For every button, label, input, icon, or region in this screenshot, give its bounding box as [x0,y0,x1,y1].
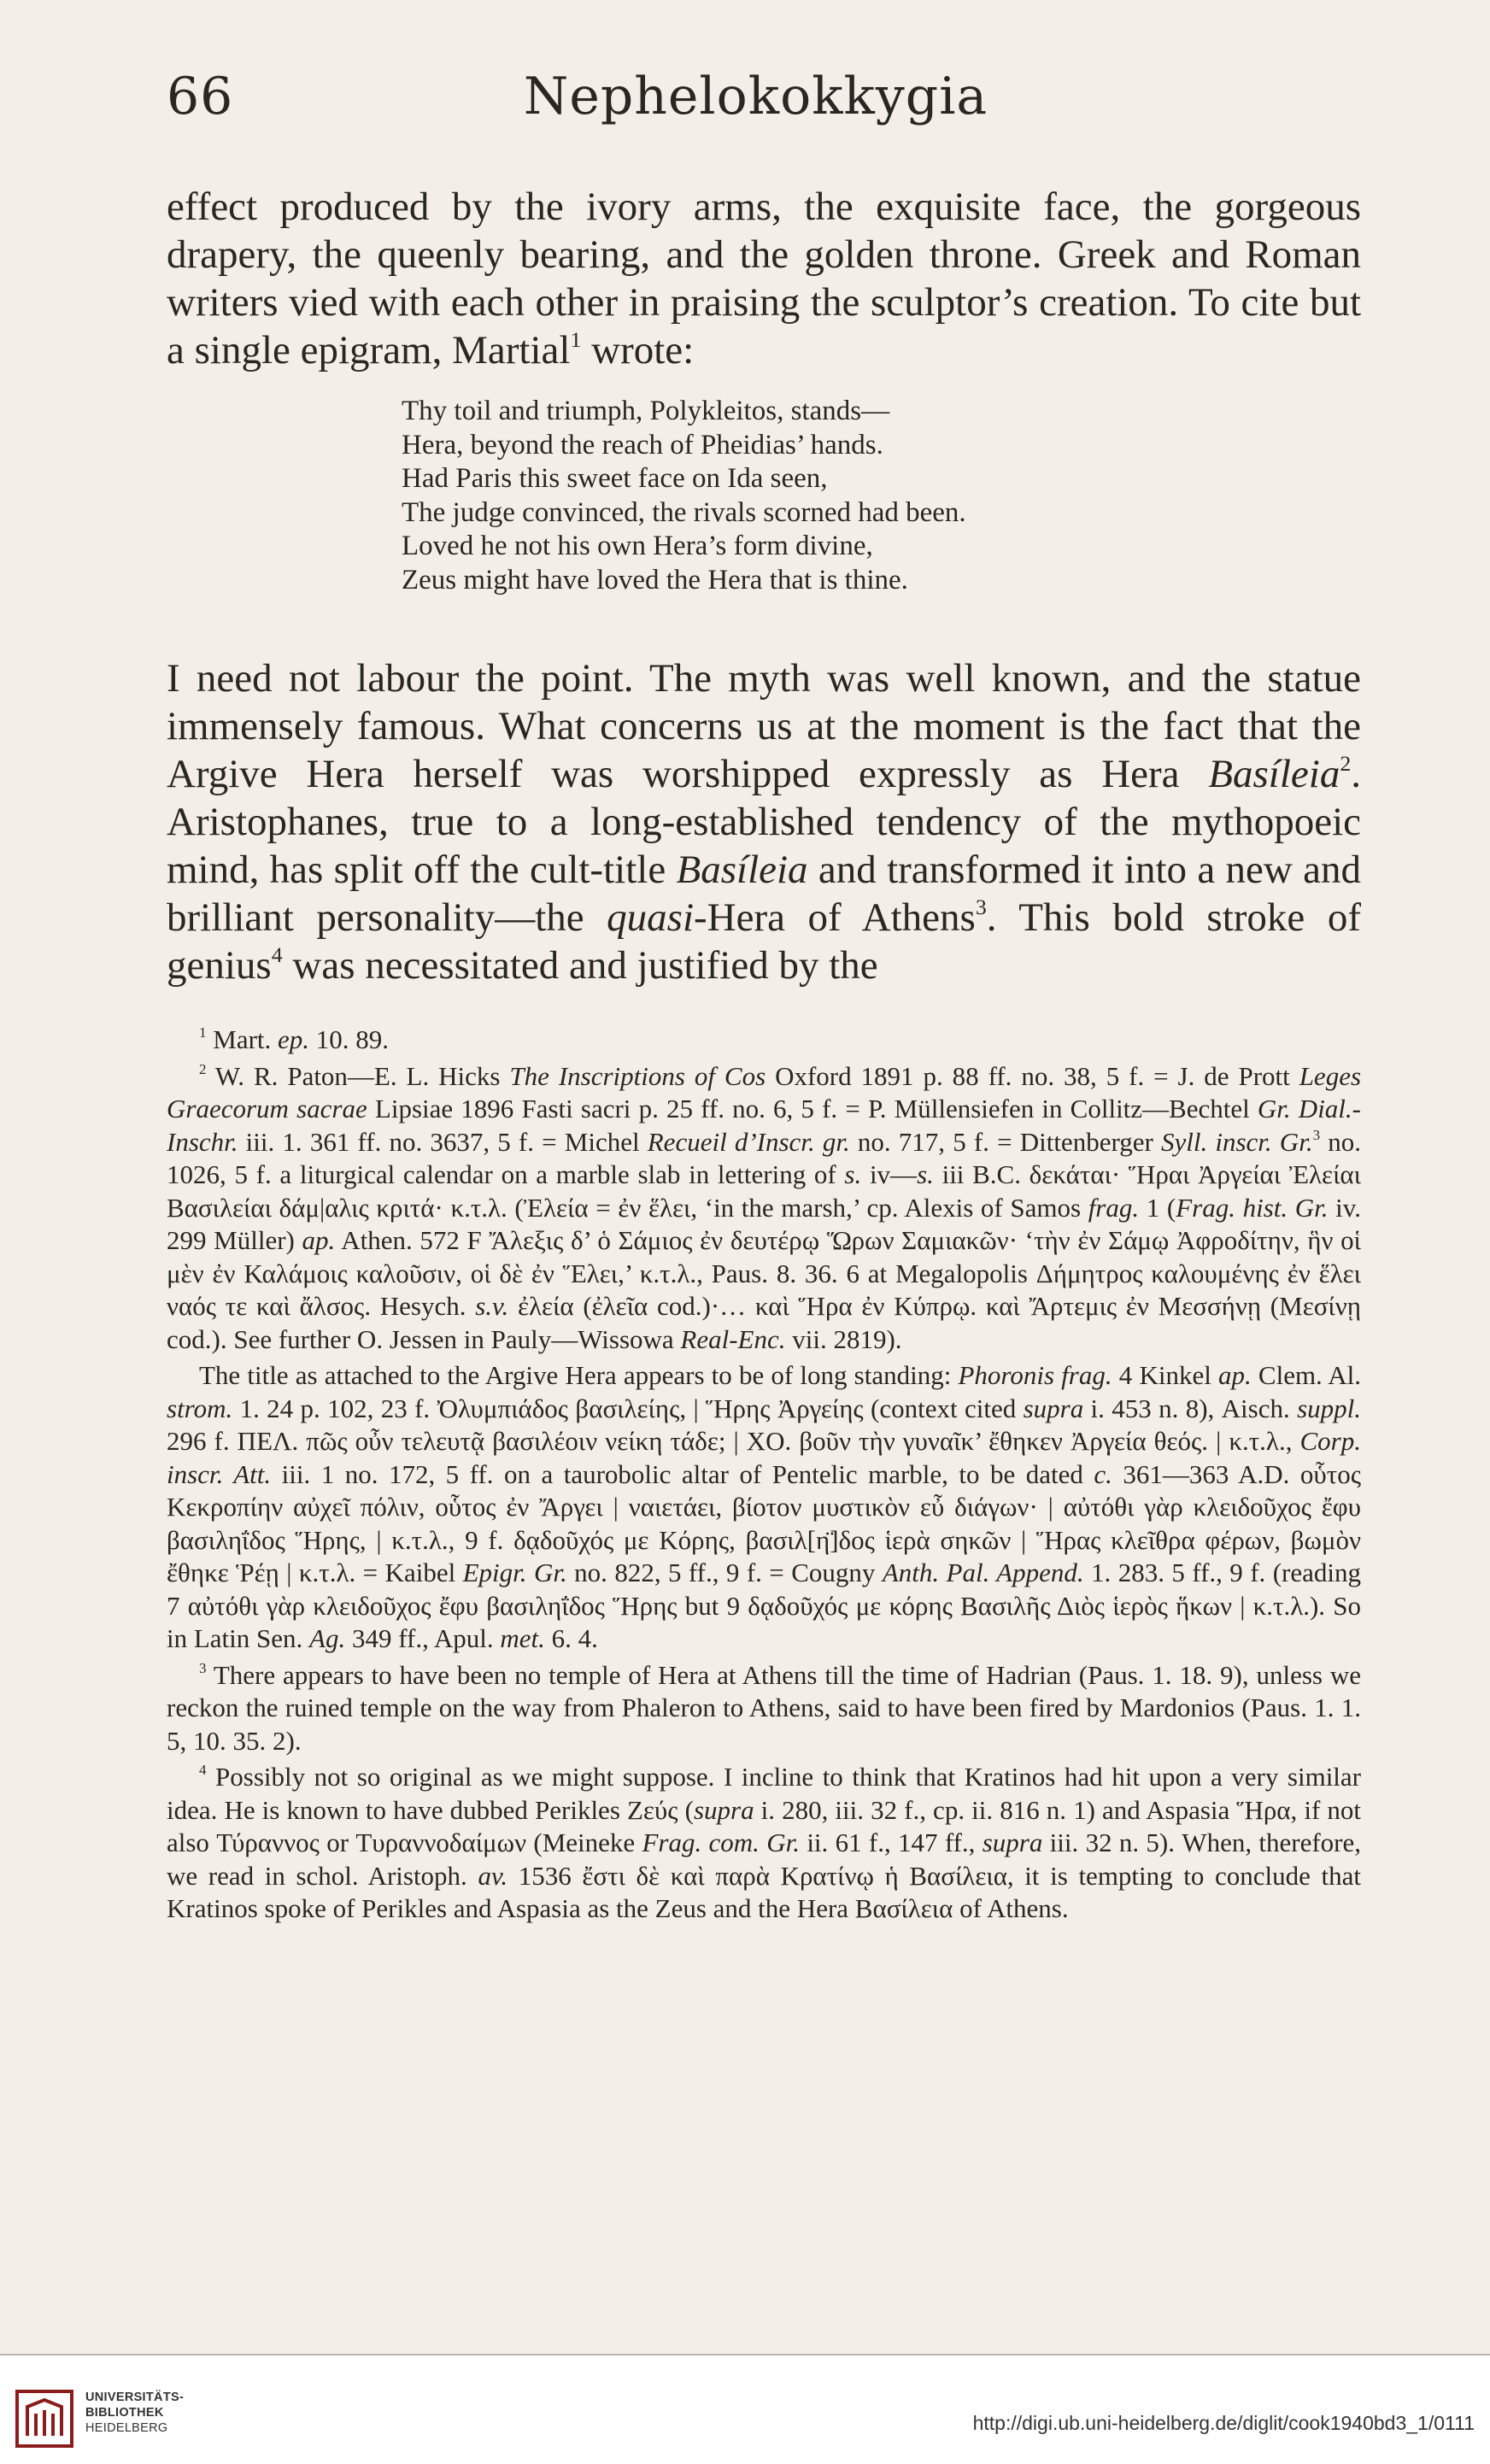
poem-line: Zeus might have loved the Hera that is thine. [402,564,908,595]
running-title: Nephelokokkygia [523,67,988,126]
page-number: 66 [167,67,234,126]
digitization-footer [0,2355,1490,2464]
footnotes [167,1024,1361,1929]
poem-line: Loved he not his own Hera’s form divine, [402,531,873,561]
university-library-logo-icon [15,2390,73,2448]
library-name: UNIVERSITÄTS- BIBLIOTHEK HEIDELBERG [85,2391,185,2435]
footnote-2-continued: The title as attached to the Argive Hera appears to be of long standing: Phoronis frag. 4 Kinkel ap. Clem. Al. strom. 1. 24 p. 102, 23 f. Ὀλυμπιάδος βασιλείης, | Ἥρης Ἀργείης (context cited supra i. 453 n. 8), Aisch. suppl. 296 f. ΠΕΛ. πῶς οὖν τελευτᾷ βασιλέοιν νείκη τάδε; | ΧΟ. βοῦν τὴν γυναῖκ’ ἔθηκεν Ἀργεία θεός. | κ.τ.λ., Corp. inscr. Att. iii. 1 no. 172, 5 ff. on a taurobolic altar of Pentelic marble, to be dated c. 361—363 A.D. οὗτος Κεκροπίην αὐχεῖ πόλιν, οὗτος ἐν Ἄργει | ναιετάει, βίοτον μυστικὸν εὖ διάγων· | αὐτόθι γὰρ κλειδοῦχος ἔφυ βασιληΐδος Ἥρης, | κ.τ.λ., 9 f. δᾳδοῦχός με Κόρης, βασιλ[η̈]δος ἱερὰ σηκῶν | Ἥρας κλεῖθρα φέρων, βωμὸν ἔθηκε Ῥέῃ | κ.τ.λ. = Kaibel Epigr. Gr. no. 822, 5 ff., 9 f. = Cougny Anth. Pal. Append. 1. 283. 5 ff., 9 f. (reading 7 αὐτόθι γὰρ κλειδοῦχος ἔφυ βασιληΐδος Ἥρης but 9 δᾳδοῦχός με κόρης Βασιλῆς Διὸς ἱερὸς ἥκων | κ.τ.λ.). So in Latin Sen. Ag. 349 ff., Apul. met. 6. 4. [167,1360,1362,1653]
poem-line: Hera, beyond the reach of Pheidias’ hands. [402,429,883,461]
paragraph-2: I need not labour the point. The myth was well known, and the statue immensely famous. What concerns us at the moment is the fact that the Argive Hera herself was worshipped expressly as Hera Basíleia$^2$. Aristophanes, true to a long-established tendency of the mythopoeic mind, has split off the cult-title Basíleia and transformed it into a new and brilliant personality—the quasi-Hera of Athens$^3$. This bold stroke of genius$^4$ was necessitated and justified by the [167,656,1362,988]
paragraph-1: effect produced by the ivory arms, the exquisite face, the gorgeous drapery, the queenly bearing, and the golden throne. Greek and Roman writers vied with each other in praising the sculptor’s creation. To cite but a single epigram, Martial$^1$ wrote: [167,185,1361,373]
poem-line: Had Paris this sweet face on Ida seen, [402,463,828,494]
running-head [167,67,1345,144]
footnote-3: $^3$ There appears to have been no temple of Hera at Athens till the time of Hadrian (Paus. 1. 18. 9), unless we reckon the ruined temple on the way from Phaleron to Athens, said to have been fired by Mardonios (Paus. 1. 1. 5, 10. 35. 2). [167,1659,1361,1756]
poem-line: Thy toil and triumph, Polykleitos, stands— [402,396,890,426]
footnote-2: $^2$ W. R. Paton—E. L. Hicks The Inscriptions of Cos Oxford 1891 p. 88 ff. no. 38, 5 f. = J. de Prott Leges Graecorum sacrae Lipsiae 1896 Fasti sacri p. 25 ff. no. 6, 5 f. = P. Müllensiefen in Collitz—Bechtel Gr. Dial.-Inschr. iii. 1. 361 ff. no. 3637, 5 f. = Michel Recueil d’Inscr. gr. no. 717, 5 f. = Dittenberger Syll. inscr. Gr.$^3$ no. 1026, 5 f. a liturgical calendar on a marble slab in lettering of s. iv—s. iii B.C. δεκάται· Ἥραι Ἀργείαι Ἐλείαι Βασιλείαι δάμ|αλις κριτά· κ.τ.λ. (Ἐλεία = ἐν ἕλει, ‘in the marsh,’ cp. Alexis of Samos frag. 1 (Frag. hist. Gr. iv. 299 Müller) ap. Athen. 572 F Ἄλεξις δ’ ὁ Σάμιος ἐν δευτέρῳ Ὥρων Σαμιακῶν· ‘τὴν ἐν Σάμῳ Ἀφροδίτην, ἣν οἱ μὲν ἐν Καλάμοις καλοῦσιν, οἱ δὲ ἐν Ἕλει,’ κ.τ.λ., Paus. 8. 36. 6 at Megalopolis Δήμητρος καλουμένης ἐν ἕλει ναός τε καὶ ἄλσος. Hesych. s.v. ἐλεία (ἐλεῖα cod.)·… καὶ Ἥρα ἐν Κύπρῳ. καὶ Ἄρτεμις ἐν Μεσσήνῃ (Μεσίνῃ cod.). See further O. Jessen in Pauly—Wissowa Real-Enc. vii. 2819). [167,1060,1362,1354]
poem-line: The judge convinced, the rivals scorned had been. [402,496,966,528]
footnote-4: $^4$ Possibly not so original as we might suppose. I incline to think that Kratinos had hit upon a very similar idea. He is known to have dubbed Perikles Ζεύς (supra i. 280, iii. 32 f., cp. ii. 816 n. 1) and Aspasia Ἥρα, if not also Τύραννος or Τυραννοδαίμων (Meineke Frag. com. Gr. ii. 61 f., 147 ff., supra iii. 32 n. 5). When, therefore, we read in schol. Aristoph. av. 1536 ἔστι δὲ καὶ παρὰ Κρατίνῳ ἡ Βασίλεια, it is tempting to conclude that Kratinos spoke of Perikles and Aspasia as the Zeus and the Hera Βασίλεια of Athens. [167,1762,1362,1923]
footnote-1: $^1$ Mart. ep. 10. 89. [199,1024,390,1054]
poem-quotation [402,395,966,597]
permalink-url[interactable]: http://digi.ub.uni-heidelberg.de/diglit/cook1940bd3_1/0111 [972,2412,1475,2434]
